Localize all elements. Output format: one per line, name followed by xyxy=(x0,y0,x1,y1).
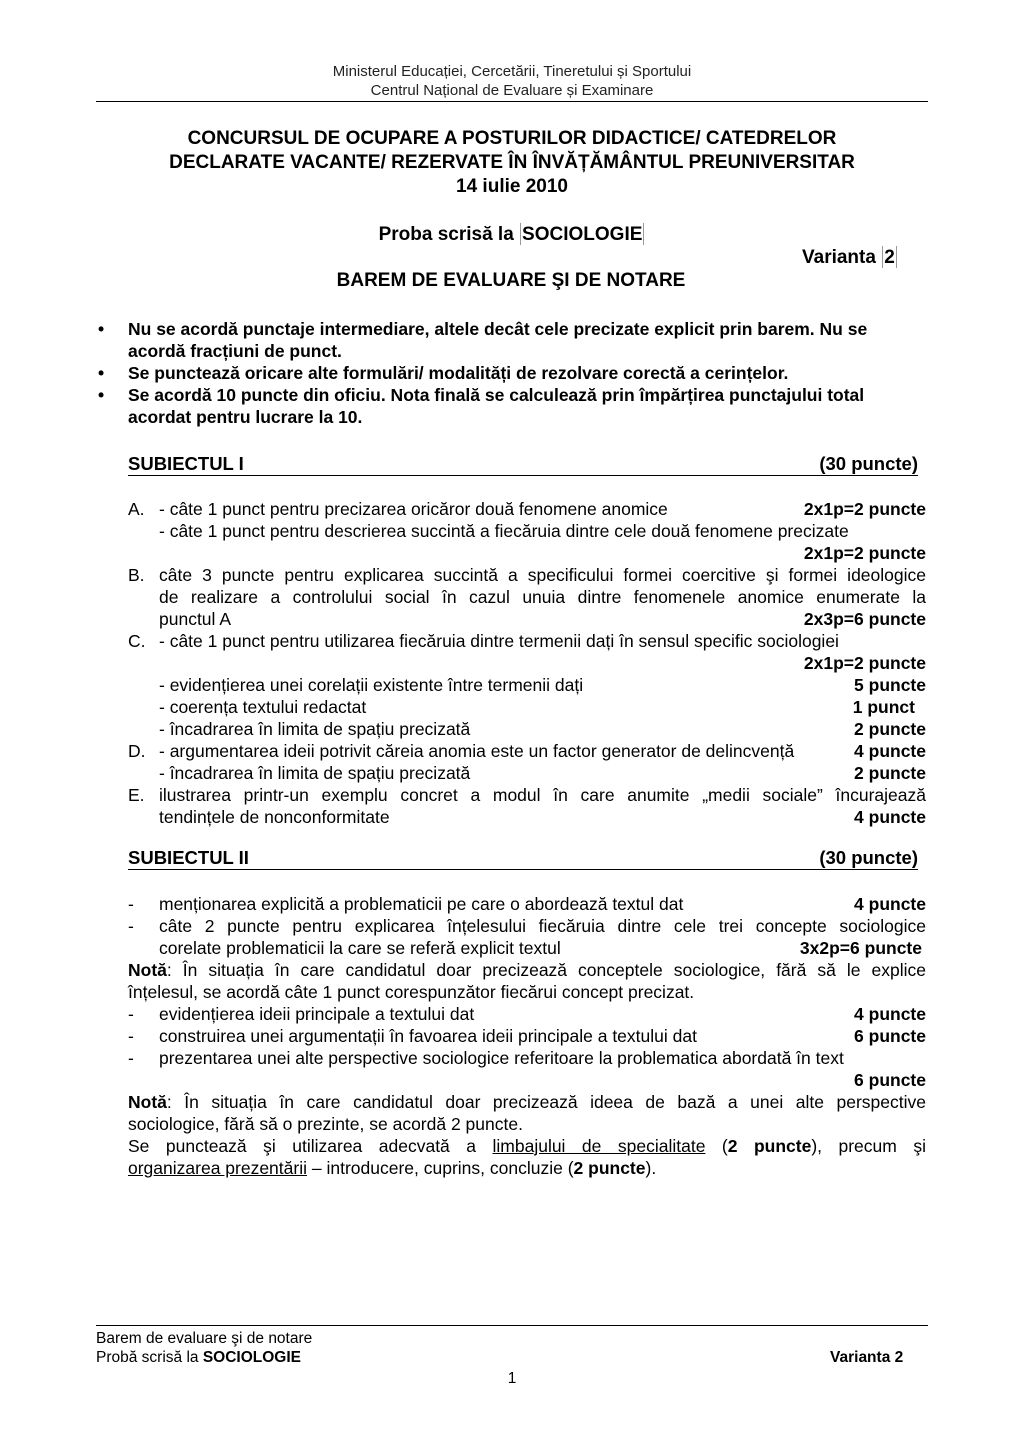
s2-item-2b: corelate problematicii la care se referă explicit textul 3x2p=6 puncte xyxy=(159,938,922,958)
item-a-label: A. xyxy=(128,499,145,519)
s2-item-3: evidențierea ideii principale a textului dat 4 puncte xyxy=(159,1004,926,1024)
rule-text: Se acordă 10 puncte din oficiu. Nota finală se calculează prin împărțirea punctajului total acordat pentru lucrare la 10. xyxy=(128,385,865,427)
rule-item: • Se acordă 10 puncte din oficiu. Nota finală se calculează prin împărțirea punctajului total acordat pentru lucrare la 10. xyxy=(98,385,865,427)
variant-number: 2 xyxy=(884,247,895,268)
item-c-line4: - încadrarea în limita de spațiu precizată 2 puncte xyxy=(159,719,926,739)
document-page: Ministerul Educației, Cercetării, Tineretului și Sportului Centrul Național de Evaluare și Examinare CONCURSUL DE OCUPARE A POSTURILOR DIDACTICE/ CATEDRELOR DECLARATE VACANTE/ REZERVATE ÎN ÎNVĂȚĂMÂNTUL PREUNIVERSITAR 14 iulie 2010 Proba scrisă la SOCIOLOGIE Varianta 2 BAREM DE EVALUARE ŞI DE NOTARE • Nu se acordă punctaje intermediare, altele decât cele precizate explicit prin barem. Nu se acordă fracțiuni de punct. • Se punctează oricare alte formulări/ modalități de rezolvare corectă a cerințelor. • Se acordă 10 puncte din oficiu. Nota finală se calculează prin împărțirea punctajului total acordat pentru lucrare la 10. SUBIECTUL I (30 puncte) A. - câte 1 punct pentru precizarea oricăror două fenomene anomice 2x1p=2 puncte - câte 1 punct pentru descrierea succintă a fiecăruia dintre cele două fenomene precizate 2x1p=2 puncte B. câte 3 puncte pentru explicarea succintă a specificului formei coercitive şi formei ideologice de realizare a controlului social în cazul unuia dintre fenomenele anomice enumerate la punctul A 2x3p=6 puncte C. - câte 1 punct pentru utilizarea fiecăruia dintre termenii dați în sensul specific sociologiei 2x1p=2 puncte - evidențierea unei corelații existente între termenii dați 5 puncte - coerența textului redactat 1 punct - încadrarea în limita de spațiu precizată 2 puncte D. - argumentarea ideii potrivit căreia anomia este un factor generator de delincvență 4 puncte - încadrarea în limita de spațiu precizată 2 puncte E. ilustrarea printr-un exemplu concret a modul în care anumite „medii sociale” încurajează tendințele de nonconformitate 4 puncte SUBIECTUL II (30 puncte) - menționarea explicită a problematicii pe care o abordează textul dat 4 puncte - câte 2 puncte pentru explicarea înțelesului fiecăruia dintre cele trei concepte sociologice corelate problematicii la care se referă explicit textul 3x2p=6 puncte Notă: În situația în care candidatul doar precizează conceptele sociologice, fără să le explice înțelesul, se acordă câte 1 punct corespunzător fiecărui concept precizat. - evidențierea ideii principale a textului dat 4 puncte - construirea unei argumentații în favoarea ideii principale a textului dat 6 puncte - prezentarea unei alte perspective sociologice referitoare la problematica abordată în text 6 puncte Notă: În situația în care candidatul doar precizează ideea de bază a unei alte perspective sociologice, fără să o prezinte, se acordă 2 puncte. Se punctează şi utilizarea adecvată a limbajului de specialitate (2 puncte), precum şi organizarea prezentării – introducere, cuprins, concluzie (2 puncte). Barem de evaluare şi de notare Probă scrisă la SOCIOLOGIE Varianta 2 1 xyxy=(96,63,926,1387)
s2-nota-1a: Notă: În situația în care candidatul doar precizează conceptele sociologice, fără să le explice xyxy=(128,960,926,980)
s2-nota-1b: înțelesul, se acordă câte 1 punct corespunzător fiecărui concept precizat. xyxy=(128,982,695,1002)
item-e-line1: ilustrarea printr-un exemplu concret a modul în care anumite „medii sociale” încurajează xyxy=(159,785,926,805)
s2-item-2a: câte 2 puncte pentru explicarea înțelesului fiecăruia dintre cele trei concepte sociologice xyxy=(159,916,926,936)
item-c-line1: - câte 1 punct pentru utilizarea fiecăruia dintre termenii dați în sensul specific sociologiei xyxy=(159,631,839,651)
subiect2-points: (30 puncte) xyxy=(819,847,918,868)
item-b-line2: de realizare a controlului social în cazul unuia dintre fenomenele anomice enumerate la xyxy=(159,587,926,607)
s2-item-5-points: 6 puncte xyxy=(854,1070,926,1090)
item-b-line3: punctul A 2x3p=6 puncte xyxy=(159,609,926,629)
item-c-line1-points: 2x1p=2 puncte xyxy=(803,653,926,673)
item-c-line3: - coerența textului redactat 1 punct xyxy=(159,697,915,717)
footer-line1: Barem de evaluare şi de notare xyxy=(96,1330,313,1347)
proba-prefix: Proba scrisă la xyxy=(378,224,520,245)
subiect1-heading xyxy=(128,453,918,476)
title-line-2: DECLARATE VACANTE/ REZERVATE ÎN ÎNVĂȚĂMÂNTUL PREUNIVERSITAR xyxy=(169,152,855,173)
item-c-label: C. xyxy=(128,631,146,651)
variant-label: Varianta xyxy=(802,247,882,268)
item-d-line1: - argumentarea ideii potrivit căreia anomia este un factor generator de delincvență 4 puncte xyxy=(159,741,926,761)
page-number: 1 xyxy=(507,1370,517,1387)
header-rule xyxy=(96,101,928,102)
s2-nota-2b: sociologice, fără să o prezinte, se acordă 2 puncte. xyxy=(128,1114,523,1134)
s2-item-4: construirea unei argumentații în favoarea ideii principale a textului dat 6 puncte xyxy=(159,1026,926,1046)
variant-top xyxy=(802,246,898,270)
item-b-label: B. xyxy=(128,565,145,585)
item-e-line2: tendințele de nonconformitate 4 puncte xyxy=(159,807,926,827)
item-a-line2-points: 2x1p=2 puncte xyxy=(803,543,926,563)
item-e-label: E. xyxy=(128,785,145,805)
item-a-line2: - câte 1 punct pentru descrierea succintă a fiecăruia dintre cele două fenomene precizate xyxy=(159,521,849,541)
s2-final-line1: Se punctează şi utilizarea adecvată a limbajului de specialitate (2 puncte), precum şi xyxy=(128,1136,926,1156)
item-c-line2: - evidențierea unei corelații existente între termenii dați 5 puncte xyxy=(159,675,926,695)
s2-nota-2a: Notă: În situația în care candidatul doar precizează ideea de bază a unei alte perspective xyxy=(128,1092,926,1112)
rule-item: • Nu se acordă punctaje intermediare, altele decât cele precizate explicit prin barem. Nu se acordă fracțiuni de punct. xyxy=(98,319,868,361)
header-center: Centrul Național de Evaluare și Examinare xyxy=(370,82,654,99)
footer-line2: Probă scrisă la SOCIOLOGIE xyxy=(96,1349,302,1366)
footer-rule xyxy=(96,1325,928,1326)
rules-list xyxy=(96,318,928,428)
rule-text: Se punctează oricare alte formulări/ modalități de rezolvare corectă a cerințelor. xyxy=(128,363,789,383)
header-ministry: Ministerul Educației, Cercetării, Tineretului și Sportului xyxy=(332,63,692,80)
item-d-label: D. xyxy=(128,741,146,761)
subiect1-points: (30 puncte) xyxy=(819,453,918,474)
title-line-1: CONCURSUL DE OCUPARE A POSTURILOR DIDACTICE/ CATEDRELOR xyxy=(187,128,837,149)
rule-item: • Se punctează oricare alte formulări/ modalități de rezolvare corectă a cerințelor. xyxy=(98,363,789,383)
item-d-line2: - încadrarea în limita de spațiu precizată 2 puncte xyxy=(159,763,926,783)
proba-subject: SOCIOLOGIE xyxy=(522,224,643,245)
title-date: 14 iulie 2010 xyxy=(456,176,568,197)
rule-text: Nu se acordă punctaje intermediare, altele decât cele precizate explicit prin barem. Nu se acordă fracțiuni de punct. xyxy=(128,319,868,361)
proba-title xyxy=(96,223,928,247)
s2-final-line2: organizarea prezentării – introducere, cuprins, concluzie (2 puncte). xyxy=(128,1158,657,1178)
subiect1-title: SUBIECTUL I xyxy=(128,453,244,474)
barem-title: BAREM DE EVALUARE ŞI DE NOTARE xyxy=(336,270,686,291)
subiect2-heading xyxy=(128,847,918,870)
s2-item-5: prezentarea unei alte perspective sociologice referitoare la problematica abordată în text xyxy=(159,1048,844,1068)
footer-variant: Varianta 2 xyxy=(830,1349,904,1366)
subiect2-title: SUBIECTUL II xyxy=(128,847,249,868)
item-a-line1: - câte 1 punct pentru precizarea oricăror două fenomene anomice 2x1p=2 puncte xyxy=(159,499,926,519)
item-b-line1: câte 3 puncte pentru explicarea succintă a specificului formei coercitive şi formei ideologice xyxy=(159,565,926,585)
s2-item-1: menționarea explicită a problematicii pe care o abordează textul dat 4 puncte xyxy=(159,894,926,914)
